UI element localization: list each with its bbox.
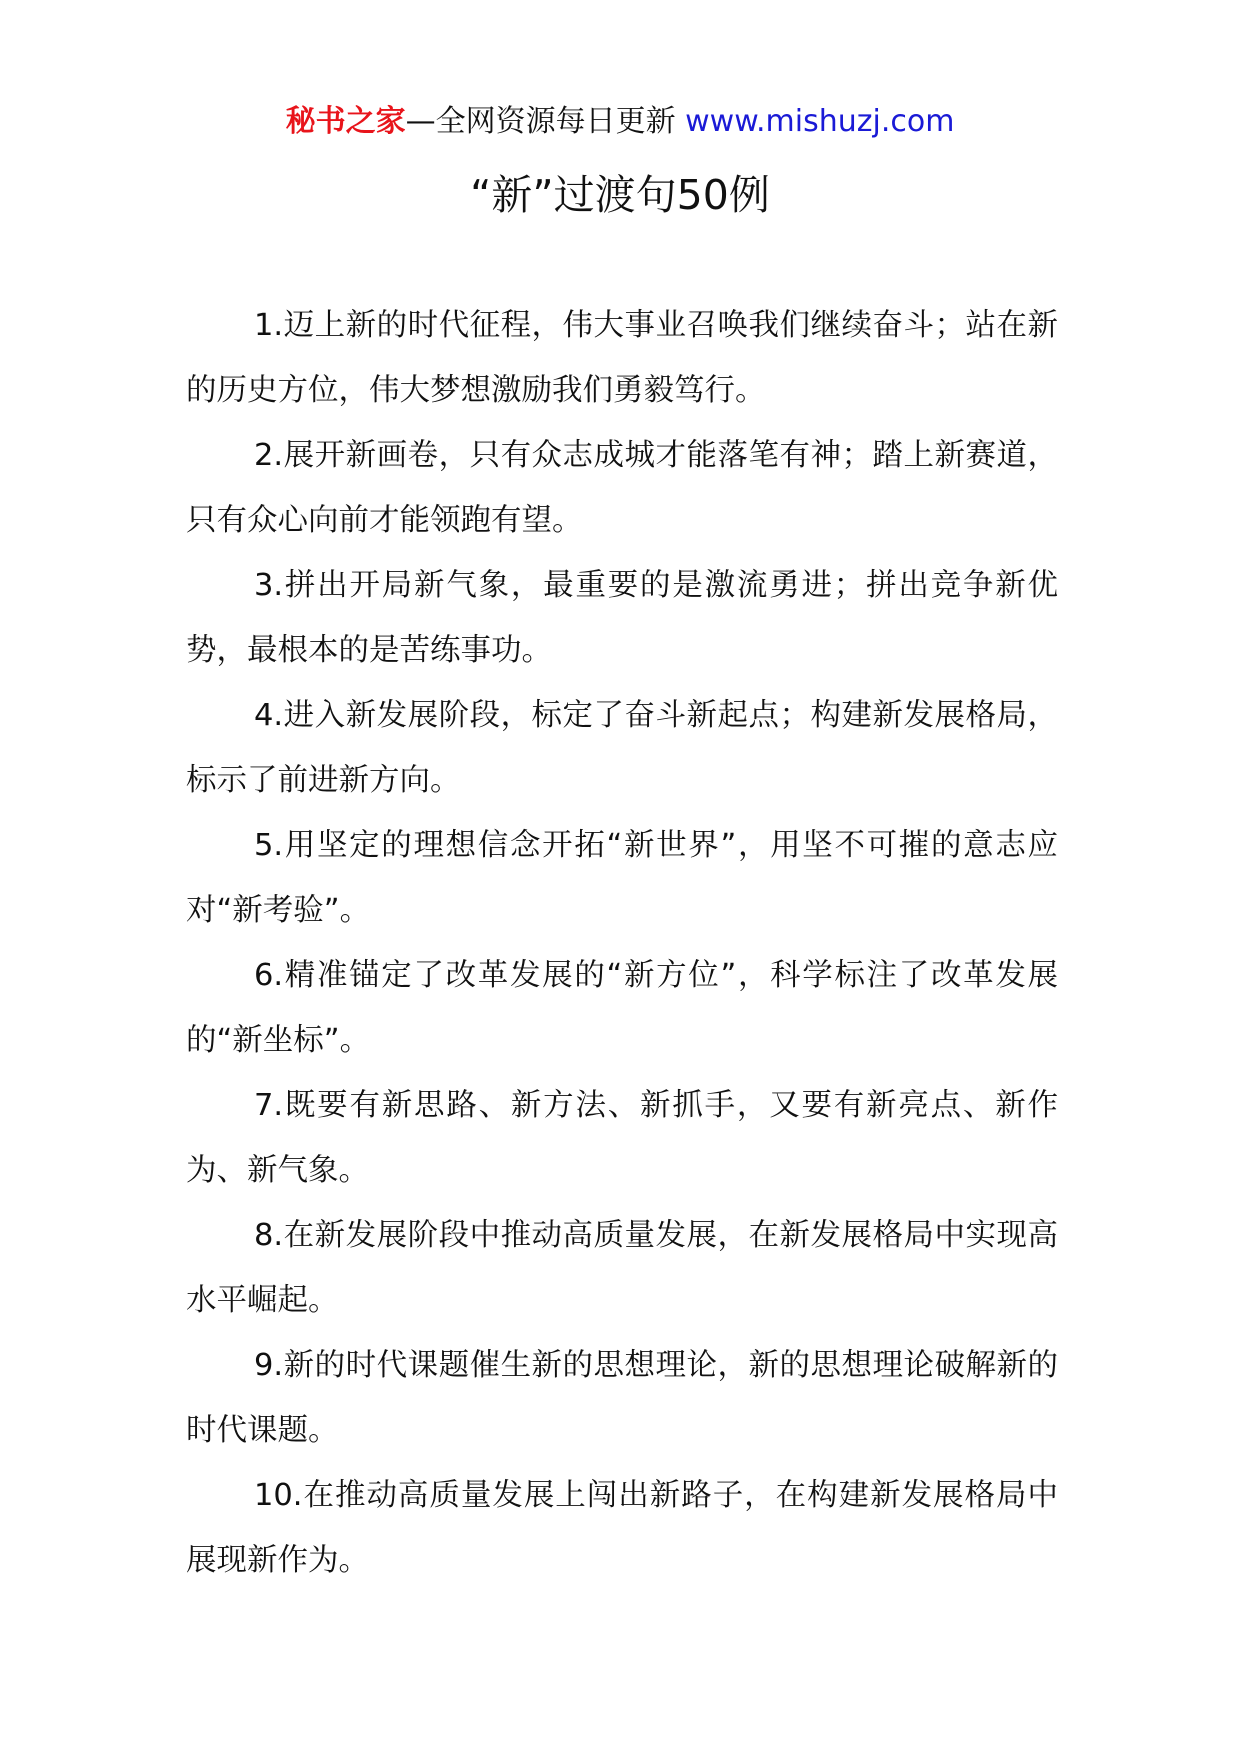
paragraph-1: 1.迈上新的时代征程，伟大事业召唤我们继续奋斗；站在新的历史方位，伟大梦想激励我们勇毅笃行。 [186, 308, 1058, 408]
site-header [0, 100, 1240, 144]
paragraph-7: 7.既要有新思路、新方法、新抓手，又要有新亮点、新作为、新气象。 [186, 1088, 1058, 1188]
brand-name: 秘书之家 [285, 104, 406, 139]
paragraph-4: 4.进入新发展阶段，标定了奋斗新起点；构建新发展格局，标示了前进新方向。 [186, 698, 1058, 798]
paragraph-9: 9.新的时代课题催生新的思想理论，新的思想理论破解新的时代课题。 [186, 1348, 1058, 1448]
paragraph-10: 10.在推动高质量发展上闯出新路子，在构建新发展格局中展现新作为。 [186, 1478, 1058, 1578]
document-title: “新”过渡句50例 [470, 171, 770, 219]
paragraph-6: 6.精准锚定了改革发展的“新方位”，科学标注了改革发展的“新坐标”。 [186, 958, 1058, 1058]
header-tagline: —全网资源每日更新 [405, 104, 686, 139]
paragraph-8: 8.在新发展阶段中推动高质量发展，在新发展格局中实现高水平崛起。 [186, 1218, 1058, 1318]
site-url-link[interactable]: www.mishuzj.com [685, 104, 955, 139]
paragraph-3: 3.拼出开局新气象，最重要的是激流勇进；拼出竞争新优势，最根本的是苦练事功。 [186, 568, 1058, 668]
document-body [186, 293, 1058, 1593]
paragraph-2: 2.展开新画卷，只有众志成城才能落笔有神；踏上新赛道，只有众心向前才能领跑有望。 [186, 438, 1058, 538]
paragraph-5: 5.用坚定的理想信念开拓“新世界”，用坚不可摧的意志应对“新考验”。 [186, 828, 1058, 928]
